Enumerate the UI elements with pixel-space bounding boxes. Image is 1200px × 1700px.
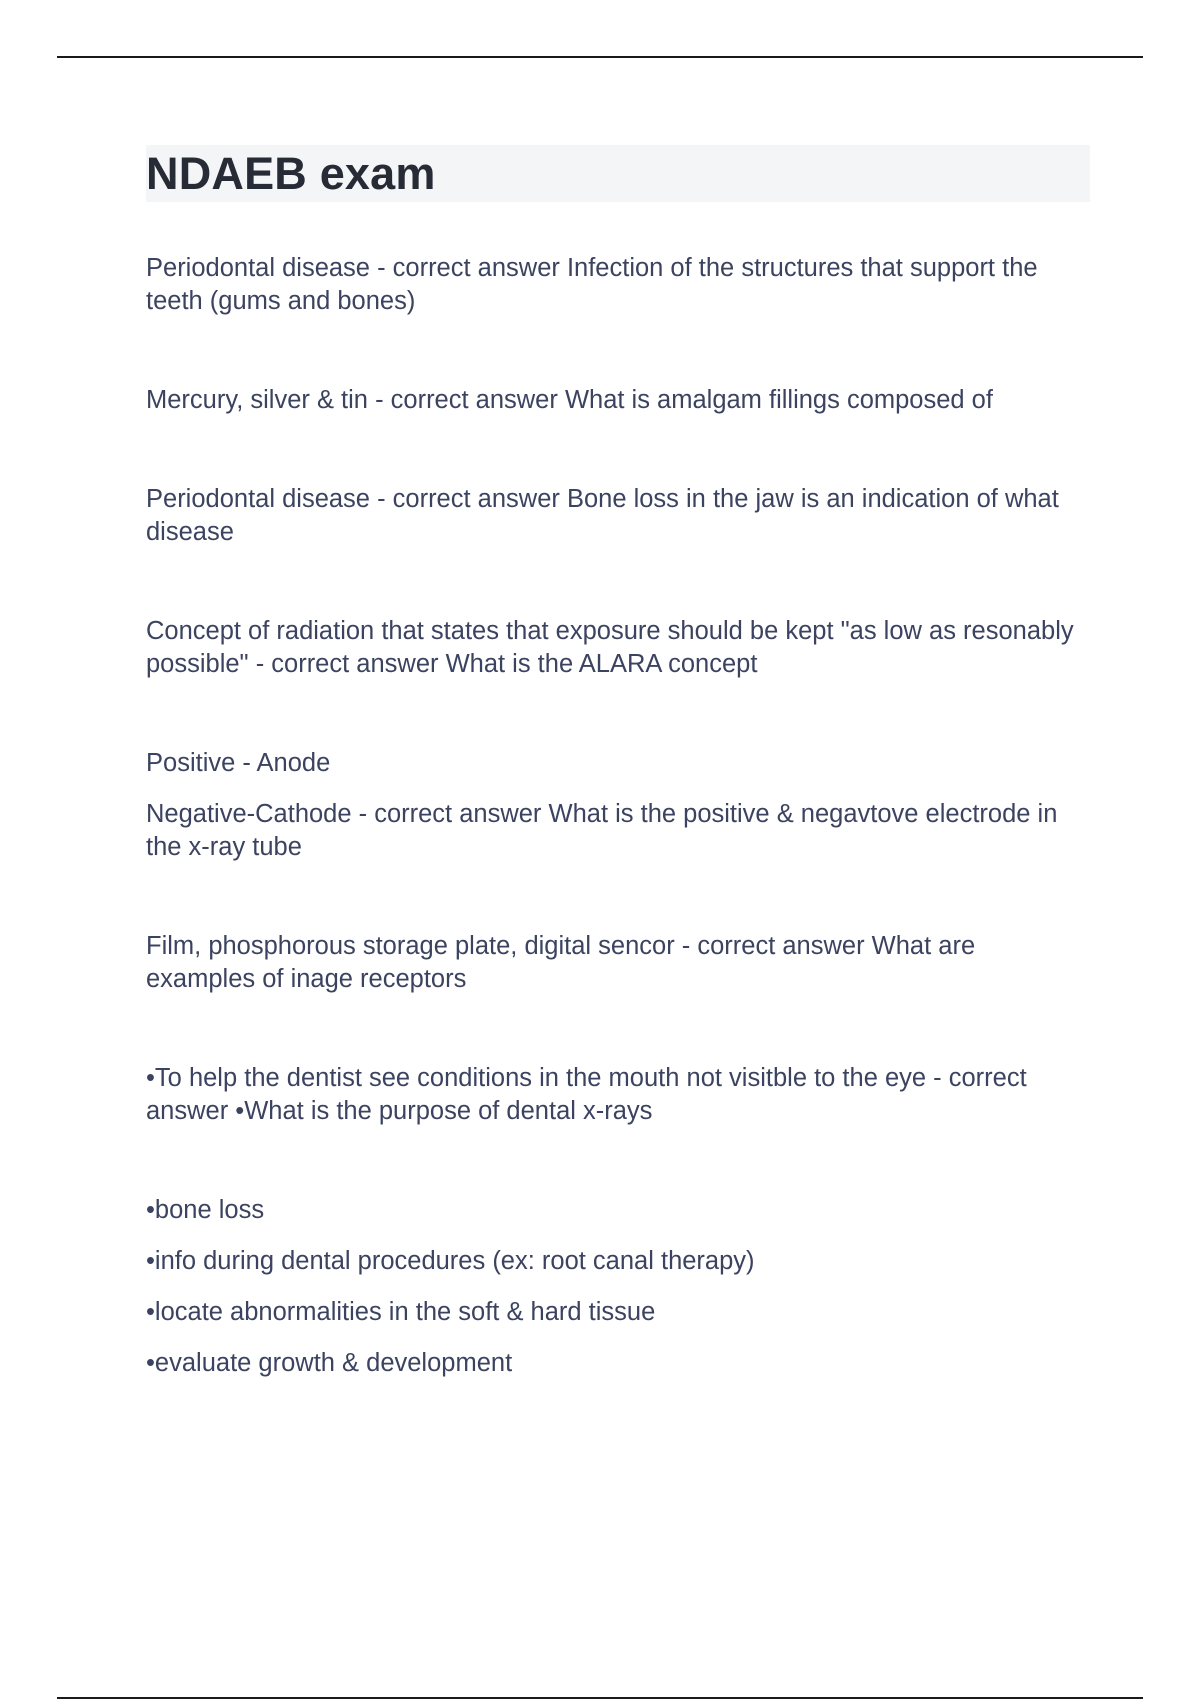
card-text: Film, phosphorous storage plate, digital sencor - correct answer What are examples of inage receptors [146, 932, 976, 993]
flashcard-5 [146, 747, 1090, 864]
list-item: •locate abnormalities in the soft & hard tissue [146, 1298, 656, 1326]
list-item: •info during dental procedures (ex: root canal therapy) [146, 1247, 755, 1275]
card-text: Periodontal disease - correct answer Infection of the structures that support the teeth (gums and bones) [146, 254, 1038, 315]
page-title: NDAEB exam [146, 148, 436, 199]
list-item: •bone loss [146, 1196, 265, 1224]
flashcard-3 [146, 483, 1090, 549]
card-text: •To help the dentist see conditions in the mouth not visitble to the eye - correct answer •What is the purpose of dental x-rays [146, 1064, 1027, 1125]
flashcard-7 [146, 1062, 1090, 1128]
list-item: •evaluate growth & development [146, 1349, 513, 1377]
flashcard-1 [146, 252, 1090, 318]
flashcard-8 [146, 1194, 1090, 1380]
card-text: Concept of radiation that states that exposure should be kept "as low as resonably possible" - correct answer What is the ALARA concept [146, 617, 1074, 678]
flashcard-6 [146, 930, 1090, 996]
flashcard-2 [146, 384, 1090, 417]
top-rule [57, 56, 1143, 58]
bottom-rule [57, 1697, 1143, 1699]
document-body [146, 145, 1090, 1380]
card-text: Mercury, silver & tin - correct answer What is amalgam fillings composed of [146, 386, 993, 414]
card-text: Negative-Cathode - correct answer What is the positive & negavtove electrode in the x-ray tube [146, 800, 1058, 861]
flashcard-4 [146, 615, 1090, 681]
title-bar [146, 145, 1090, 202]
card-text: Periodontal disease - correct answer Bone loss in the jaw is an indication of what disease [146, 485, 1059, 546]
card-text: Positive - Anode [146, 749, 331, 777]
